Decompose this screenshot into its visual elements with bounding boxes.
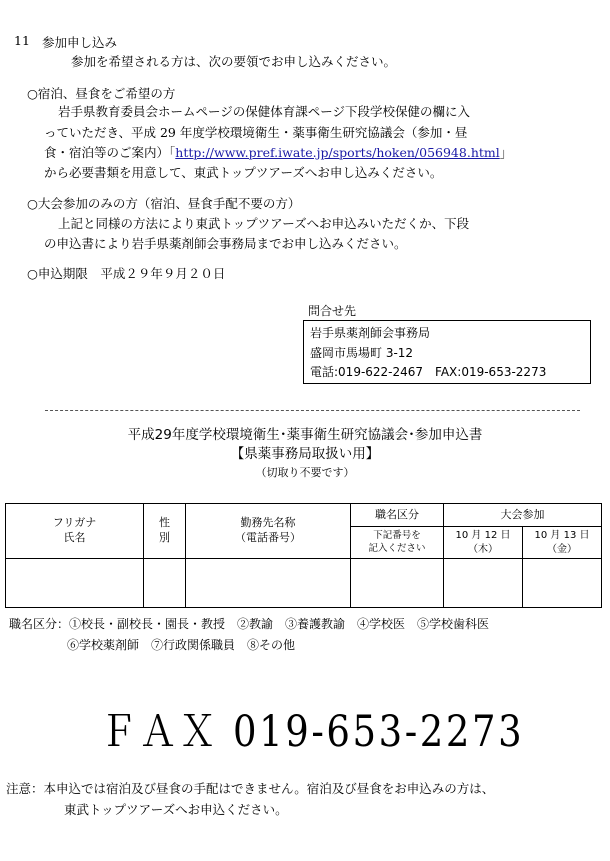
input-day2-cell[interactable] <box>523 559 602 608</box>
contact-address: 盛岡市馬場町 3-12 <box>310 346 414 360</box>
contact-org: 岩手県薬剤師会事務局 <box>310 326 431 340</box>
form-note: （切取り不要です） <box>255 466 355 479</box>
form-subtitle: 【県薬事務局取扱い用】 <box>230 446 380 462</box>
header-sex-1: 性 <box>159 516 170 530</box>
lodging-line4: から必要書類を用意して、東武トップツアーズへお申し込みください。 <box>44 165 443 180</box>
header-job: 職名区分 <box>351 504 444 527</box>
lodging-line1: 岩手県教育委員会ホームページの保健体育課ページ下段学校保健の欄に入 <box>58 104 471 119</box>
header-sex-2: 別 <box>159 531 170 544</box>
job-categories-line1: 職名区分：①校長・副校長・園長・教授 ②教諭 ③養護教諭 ④学校医 ⑤学校歯科医 <box>9 617 490 631</box>
header-day2-date: 10 月 13 日 <box>534 530 590 541</box>
header-sex <box>144 504 186 559</box>
header-attend: 大会参加 <box>444 504 602 527</box>
header-job-note <box>351 527 444 559</box>
form-title: 平成29年度学校環境衛生･薬事衛生研究協議会･参加申込書 <box>127 427 483 443</box>
conference-heading: ○大会参加のみの方（宿泊、昼食手配不要の方） <box>27 196 301 211</box>
deadline: ○申込期限 平成２９年９月２０日 <box>27 266 226 281</box>
section-intro: 参加を希望される方は、次の要領でお申し込みください。 <box>71 54 397 69</box>
header-workplace-phone: （電話番号） <box>235 531 301 544</box>
input-workplace-cell[interactable] <box>186 559 351 608</box>
hokenurl-link[interactable]: http://www.pref.iwate.jp/sports/hoken/056948.html <box>175 145 500 160</box>
header-name <box>6 504 144 559</box>
lodging-line3-after: 」 <box>499 145 513 160</box>
header-day1-date: 10 月 12 日 <box>455 530 511 541</box>
header-job-note-1: 下記番号を <box>373 529 421 541</box>
header-workplace <box>186 504 351 559</box>
header-day1 <box>444 527 523 559</box>
conference-line1: 上記と同様の方法により東武トップツアーズへお申込みいただくか、下段 <box>58 216 470 231</box>
lodging-line2: っていただき、平成 29 年度学校環境衛生・薬事衛生研究協議会（参加・昼 <box>44 125 468 140</box>
notice-line2: 東武トップツアーズへお申込ください。 <box>64 802 288 817</box>
header-shimei: 氏名 <box>63 531 86 544</box>
contact-label: 問合せ先 <box>308 304 357 318</box>
contact-box <box>303 320 591 384</box>
lodging-heading: ○宿泊、昼食をご希望の方 <box>27 86 176 101</box>
header-workplace-name: 勤務先名称 <box>240 516 296 530</box>
cut-divider <box>45 410 580 411</box>
input-job-cell[interactable] <box>351 559 444 608</box>
conference-line2: の申込書により岩手県薬剤師会事務局までお申し込みください。 <box>44 236 407 251</box>
contact-phone-fax: 電話:019-622-2467 FAX:019-653-2273 <box>310 365 547 379</box>
header-job-note-2: 記入ください <box>368 542 426 554</box>
header-day1-dow: （木） <box>468 543 498 555</box>
section-number: 11 <box>14 33 30 48</box>
lodging-line3 <box>44 143 512 161</box>
input-day1-cell[interactable] <box>444 559 523 608</box>
input-sex-cell[interactable] <box>144 559 186 608</box>
fax-banner: ＦＡＸ 019-653-2273 <box>100 707 525 757</box>
job-categories-line2: ⑥学校薬剤師 ⑦行政関係職員 ⑧その他 <box>67 638 296 652</box>
section-heading: 参加申し込み <box>42 35 118 50</box>
application-table <box>5 503 602 608</box>
header-day2-dow: （金） <box>547 543 577 555</box>
input-name-cell[interactable] <box>6 559 144 608</box>
lodging-line3-before: 食・宿泊等のご案内）「 <box>44 145 176 160</box>
header-day2 <box>523 527 602 559</box>
table-row <box>6 559 602 608</box>
header-furigana: フリガナ <box>52 516 97 530</box>
notice-line1: 注意：本申込では宿泊及び昼食の手配はできません。宿泊及び昼食をお申込みの方は、 <box>6 781 495 796</box>
